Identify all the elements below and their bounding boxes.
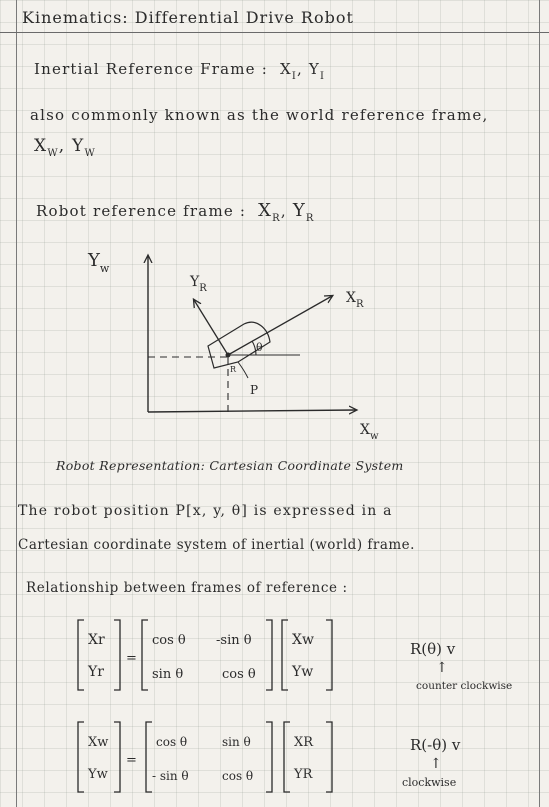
- world-note-line: [30, 106, 488, 124]
- point-p-leader: [238, 362, 248, 378]
- eq2-direction-text: clockwise: [402, 776, 457, 789]
- inertial-frame-line: Inertial Reference Frame : $X_I$, $Y_I$: [34, 60, 326, 82]
- eq2-lhs-2: Yw: [88, 767, 108, 782]
- margin-line-right: [539, 0, 540, 807]
- world-x: $X_W$: [34, 136, 59, 159]
- world-note-text: also commonly known as the world reference frame,: [30, 106, 489, 124]
- eq1-lhs-1: Xr: [88, 632, 105, 648]
- point-p-dot: [226, 353, 231, 358]
- inertial-y: $Y_I$: [308, 60, 326, 82]
- equation-2: [76, 716, 346, 800]
- eq1-arrow: [436, 660, 448, 676]
- robot-x-label: $X_R$: [346, 290, 364, 310]
- eq1-lhs-2: Yr: [88, 664, 104, 680]
- page-title: [22, 8, 354, 27]
- eq2-equals: =: [126, 753, 137, 768]
- eq2-direction: [402, 776, 456, 789]
- up-arrow-icon: ↑: [436, 660, 448, 676]
- up-arrow-icon: ↑: [430, 756, 442, 772]
- eq2-rot-12: sin θ: [222, 735, 251, 749]
- eq2-lhs-1: Xw: [88, 735, 109, 750]
- robot-x-axis: [228, 296, 332, 355]
- world-x-axis: [148, 410, 356, 412]
- eq2-note: [410, 736, 460, 754]
- robot-frame-label: Robot reference frame :: [36, 202, 247, 220]
- relationship-text: Relationship between frames of reference :: [26, 580, 348, 596]
- robot-frame-line: Robot reference frame : $X_R$, $Y_R$: [36, 200, 315, 224]
- position-line-2: [18, 537, 415, 553]
- world-x-label: $X_w$: [360, 422, 379, 442]
- eq2-note-text: R(-θ) v: [410, 736, 461, 754]
- margin-line-left: [16, 0, 17, 807]
- axle-mark-label: R: [230, 365, 237, 374]
- world-y-label: $Y_w$: [88, 250, 110, 275]
- inertial-x: $X_I$: [279, 60, 297, 82]
- eq2-arrow: [430, 756, 442, 772]
- diagram-caption: [56, 458, 404, 473]
- eq2-rot-21: - sin θ: [152, 769, 189, 783]
- position-line-2-text: Cartesian coordinate system of inertial (world) frame.: [18, 537, 415, 553]
- world-frame-symbols: $X_W$, $Y_W$: [34, 136, 96, 159]
- eq2-rhs-1: XR: [294, 735, 314, 750]
- eq1-rot-12: -sin θ: [216, 633, 252, 648]
- caption-text: Robot Representation: Cartesian Coordinate System: [56, 458, 404, 473]
- eq2-rhs-2: YR: [294, 767, 313, 782]
- eq1-rhs-1: Xw: [292, 632, 314, 648]
- equation-1: [76, 614, 346, 698]
- eq2-rot-22: cos θ: [222, 769, 254, 783]
- eq2-rot-11: cos θ: [156, 735, 188, 749]
- eq1-note: [410, 640, 455, 658]
- robot-y-axis: [194, 300, 228, 355]
- robot-x: $X_R$: [258, 200, 281, 224]
- world-y: $Y_W$: [72, 136, 96, 159]
- relationship-heading: [26, 580, 348, 596]
- eq1-equals: =: [126, 651, 137, 666]
- theta-label: θ: [256, 341, 263, 354]
- eq1-rot-22: cos θ: [222, 667, 256, 682]
- robot-y-label: $Y_R$: [190, 274, 207, 294]
- inertial-frame-label: Inertial Reference Frame :: [34, 60, 268, 78]
- title-text: Kinematics: Differential Drive Robot: [22, 8, 354, 27]
- frames-diagram: [60, 238, 420, 446]
- robot-y: $Y_R$: [292, 200, 315, 224]
- position-line-1-text: The robot position P[x, y, θ] is expressed in a: [18, 503, 393, 519]
- eq1-rot-21: sin θ: [152, 667, 184, 682]
- header-rule: [0, 32, 549, 33]
- point-p-label: P: [250, 383, 259, 397]
- eq1-note-text: R(θ) v: [410, 640, 456, 658]
- eq1-direction-text: counter clockwise: [416, 680, 513, 692]
- eq1-rhs-2: Yw: [292, 664, 314, 680]
- position-line-1: [18, 503, 393, 519]
- eq1-rot-11: cos θ: [152, 633, 186, 648]
- eq1-direction: [416, 680, 512, 692]
